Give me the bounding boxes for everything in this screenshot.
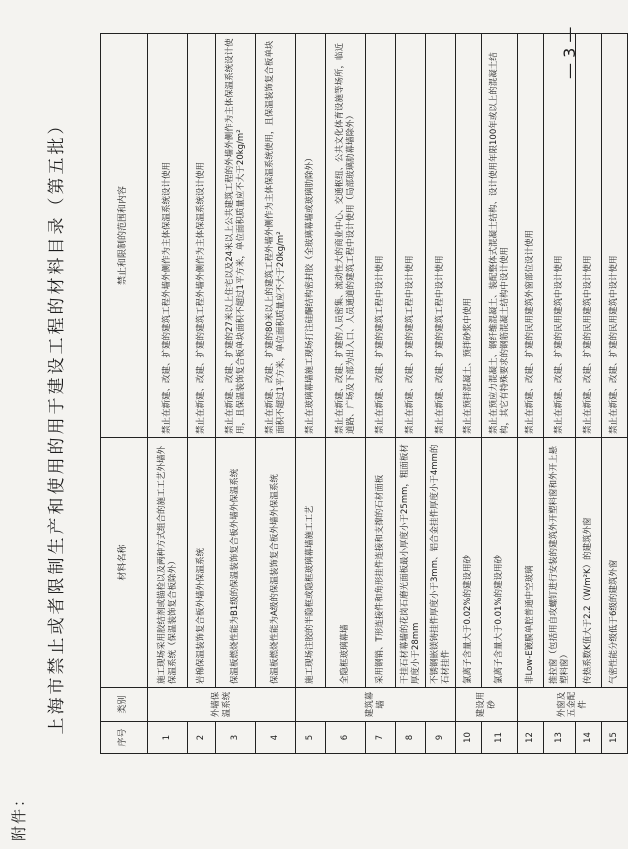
table-row bbox=[456, 34, 482, 754]
table-row bbox=[396, 34, 426, 754]
row-scope: 禁止在新建、改建、扩建的建筑工程外墙外侧作为主体保温系统设计使用 bbox=[148, 34, 188, 438]
row-scope: 禁止在新建、改建、扩建的民用建筑中设计使用 bbox=[602, 34, 628, 438]
row-seq: 8 bbox=[396, 722, 426, 754]
row-seq: 14 bbox=[576, 722, 602, 754]
row-seq: 9 bbox=[426, 722, 456, 754]
table-row bbox=[148, 34, 188, 754]
row-material: 推拉窗（包括用自攻螺钉进行安装的建筑外开塑料窗和外开上悬塑料窗） bbox=[544, 438, 576, 688]
row-material: 氯离子含量大于0.02%的建设用砂 bbox=[456, 438, 482, 688]
row-material: 传热系数K值大于2.2（W/m²K）的建筑外窗 bbox=[576, 438, 602, 688]
header-material: 材料名称 bbox=[101, 438, 148, 688]
row-seq: 5 bbox=[296, 722, 326, 754]
row-material: 采用钢销、T形连接件和角形挂件连接和支撑的石材面板 bbox=[366, 438, 396, 688]
row-category: 建设用砂 bbox=[456, 688, 518, 722]
table-row bbox=[366, 34, 396, 754]
row-scope: 禁止在玻璃幕墙施工现场打注硅酮结构密封胶（全玻璃幕墙或玻璃肋除外） bbox=[296, 34, 326, 438]
row-seq: 11 bbox=[482, 722, 518, 754]
row-material: 氯离子含量大于0.01%的建设用砂 bbox=[482, 438, 518, 688]
table-row bbox=[326, 34, 366, 754]
table-row bbox=[296, 34, 326, 754]
attachment-label: 附件： bbox=[10, 789, 28, 841]
table-row bbox=[544, 34, 576, 754]
row-seq: 13 bbox=[544, 722, 576, 754]
row-scope: 禁止在新建、改建、扩建的80米以上的建筑工程外墙外侧作为主体保温系统使用，且保温装饰复合板单块面积不超过1平方米，单位面积质量应不大于20kg/m² bbox=[256, 34, 296, 438]
row-seq: 4 bbox=[256, 722, 296, 754]
row-category: 外窗及五金配件 bbox=[518, 688, 628, 722]
row-material: 保温板燃烧性能为A级的保温装饰复合板外墙外保温系统 bbox=[256, 438, 296, 688]
row-seq: 6 bbox=[326, 722, 366, 754]
table-row bbox=[426, 34, 456, 754]
row-material: 施工现场注胶的半隐框或隐框玻璃幕墙施工工艺 bbox=[296, 438, 326, 688]
row-material: 施工现场采用胶结剂或锚栓以及两种方式组合的施工工艺外墙外保温系统（保温装饰复合板除外） bbox=[148, 438, 188, 688]
table-row bbox=[482, 34, 518, 754]
row-scope: 禁止在新建、改建、扩建的人员密集、流动性大的商业中心、交通枢纽、公共文化体育设施等场所，临近道路、广场及下部为出入口、人员通道的建筑工程中设计使用（局部玻璃肋幕墙除外） bbox=[326, 34, 366, 438]
row-scope: 禁止在新建、改建、扩建的民用建筑中设计使用 bbox=[544, 34, 576, 438]
row-scope: 禁止在新建、改建、扩建的建筑工程中设计使用 bbox=[426, 34, 456, 438]
row-material: 不锈钢嵌镁铸挂件厚度小于3mm、铝合金挂件厚度小于4mm的石材挂件 bbox=[426, 438, 456, 688]
row-material: 非Low-E镀膜单腔普通中空玻璃 bbox=[518, 438, 544, 688]
row-scope: 禁止在预应力混凝土、钢纤维混凝土、装配整体式混凝土结构、设计使用年限100年或以上的混凝土结构，其它有特殊要求的钢筋混凝土结构中设计使用 bbox=[482, 34, 518, 438]
row-scope: 禁止在新建、改建、扩建的27米以上住宅以及24米以上公共建筑工程的外墙外侧作为主体保温系统设计使用，且保温装饰复合板单块面积不超过1平方米，单位面积质量应不大于20kg/m² bbox=[216, 34, 256, 438]
row-seq: 2 bbox=[188, 722, 216, 754]
table-header-row bbox=[101, 34, 148, 754]
header-scope: 禁止和限制的范围和内容 bbox=[101, 34, 148, 438]
row-material: 保温板燃烧性能为B1级的保温装饰复合板外墙外保温系统 bbox=[216, 438, 256, 688]
table-row bbox=[216, 34, 256, 754]
row-scope: 禁止在新建、改建、扩建的民用建筑中设计使用 bbox=[576, 34, 602, 438]
row-scope: 禁止在新建、改建、扩建的建筑工程外墙外侧作为主体保温系统设计使用 bbox=[188, 34, 216, 438]
row-material: 全隐框玻璃幕墙 bbox=[326, 438, 366, 688]
header-category: 类别 bbox=[101, 688, 148, 722]
materials-table bbox=[100, 33, 628, 754]
row-seq: 15 bbox=[602, 722, 628, 754]
row-category: 建筑幕墙 bbox=[296, 688, 456, 722]
table-row bbox=[576, 34, 602, 754]
document-title: 上海市禁止或者限制生产和使用的用于建设工程的材料目录（第五批） bbox=[47, 114, 67, 735]
row-material: 干挂石材幕墙的花岗石磨光面板最小厚度小于25mm，粗面板材厚度小于28mm bbox=[396, 438, 426, 688]
row-scope: 禁止在新建、改建、扩建的民用建筑外窗部位设计使用 bbox=[518, 34, 544, 438]
row-seq: 1 bbox=[148, 722, 188, 754]
row-category: 外墙保温系统 bbox=[148, 688, 296, 722]
row-scope: 禁止在新建、改建、扩建的建筑工程中设计使用 bbox=[396, 34, 426, 438]
row-seq: 7 bbox=[366, 722, 396, 754]
row-seq: 10 bbox=[456, 722, 482, 754]
row-material: 气密性能分级低于6级的建筑外窗 bbox=[602, 438, 628, 688]
header-seq: 序号 bbox=[101, 722, 148, 754]
table-row bbox=[188, 34, 216, 754]
row-seq: 12 bbox=[518, 722, 544, 754]
row-material: 岩棉保温装饰复合板外墙外保温系统 bbox=[188, 438, 216, 688]
page-number: — 3 — bbox=[560, 26, 579, 79]
table-row bbox=[518, 34, 544, 754]
table-row bbox=[256, 34, 296, 754]
table-row bbox=[602, 34, 628, 754]
row-scope: 禁止在新建、改建、扩建的建筑工程中设计使用 bbox=[366, 34, 396, 438]
row-scope: 禁止在预拌混凝土、预拌砂浆中使用 bbox=[456, 34, 482, 438]
row-seq: 3 bbox=[216, 722, 256, 754]
